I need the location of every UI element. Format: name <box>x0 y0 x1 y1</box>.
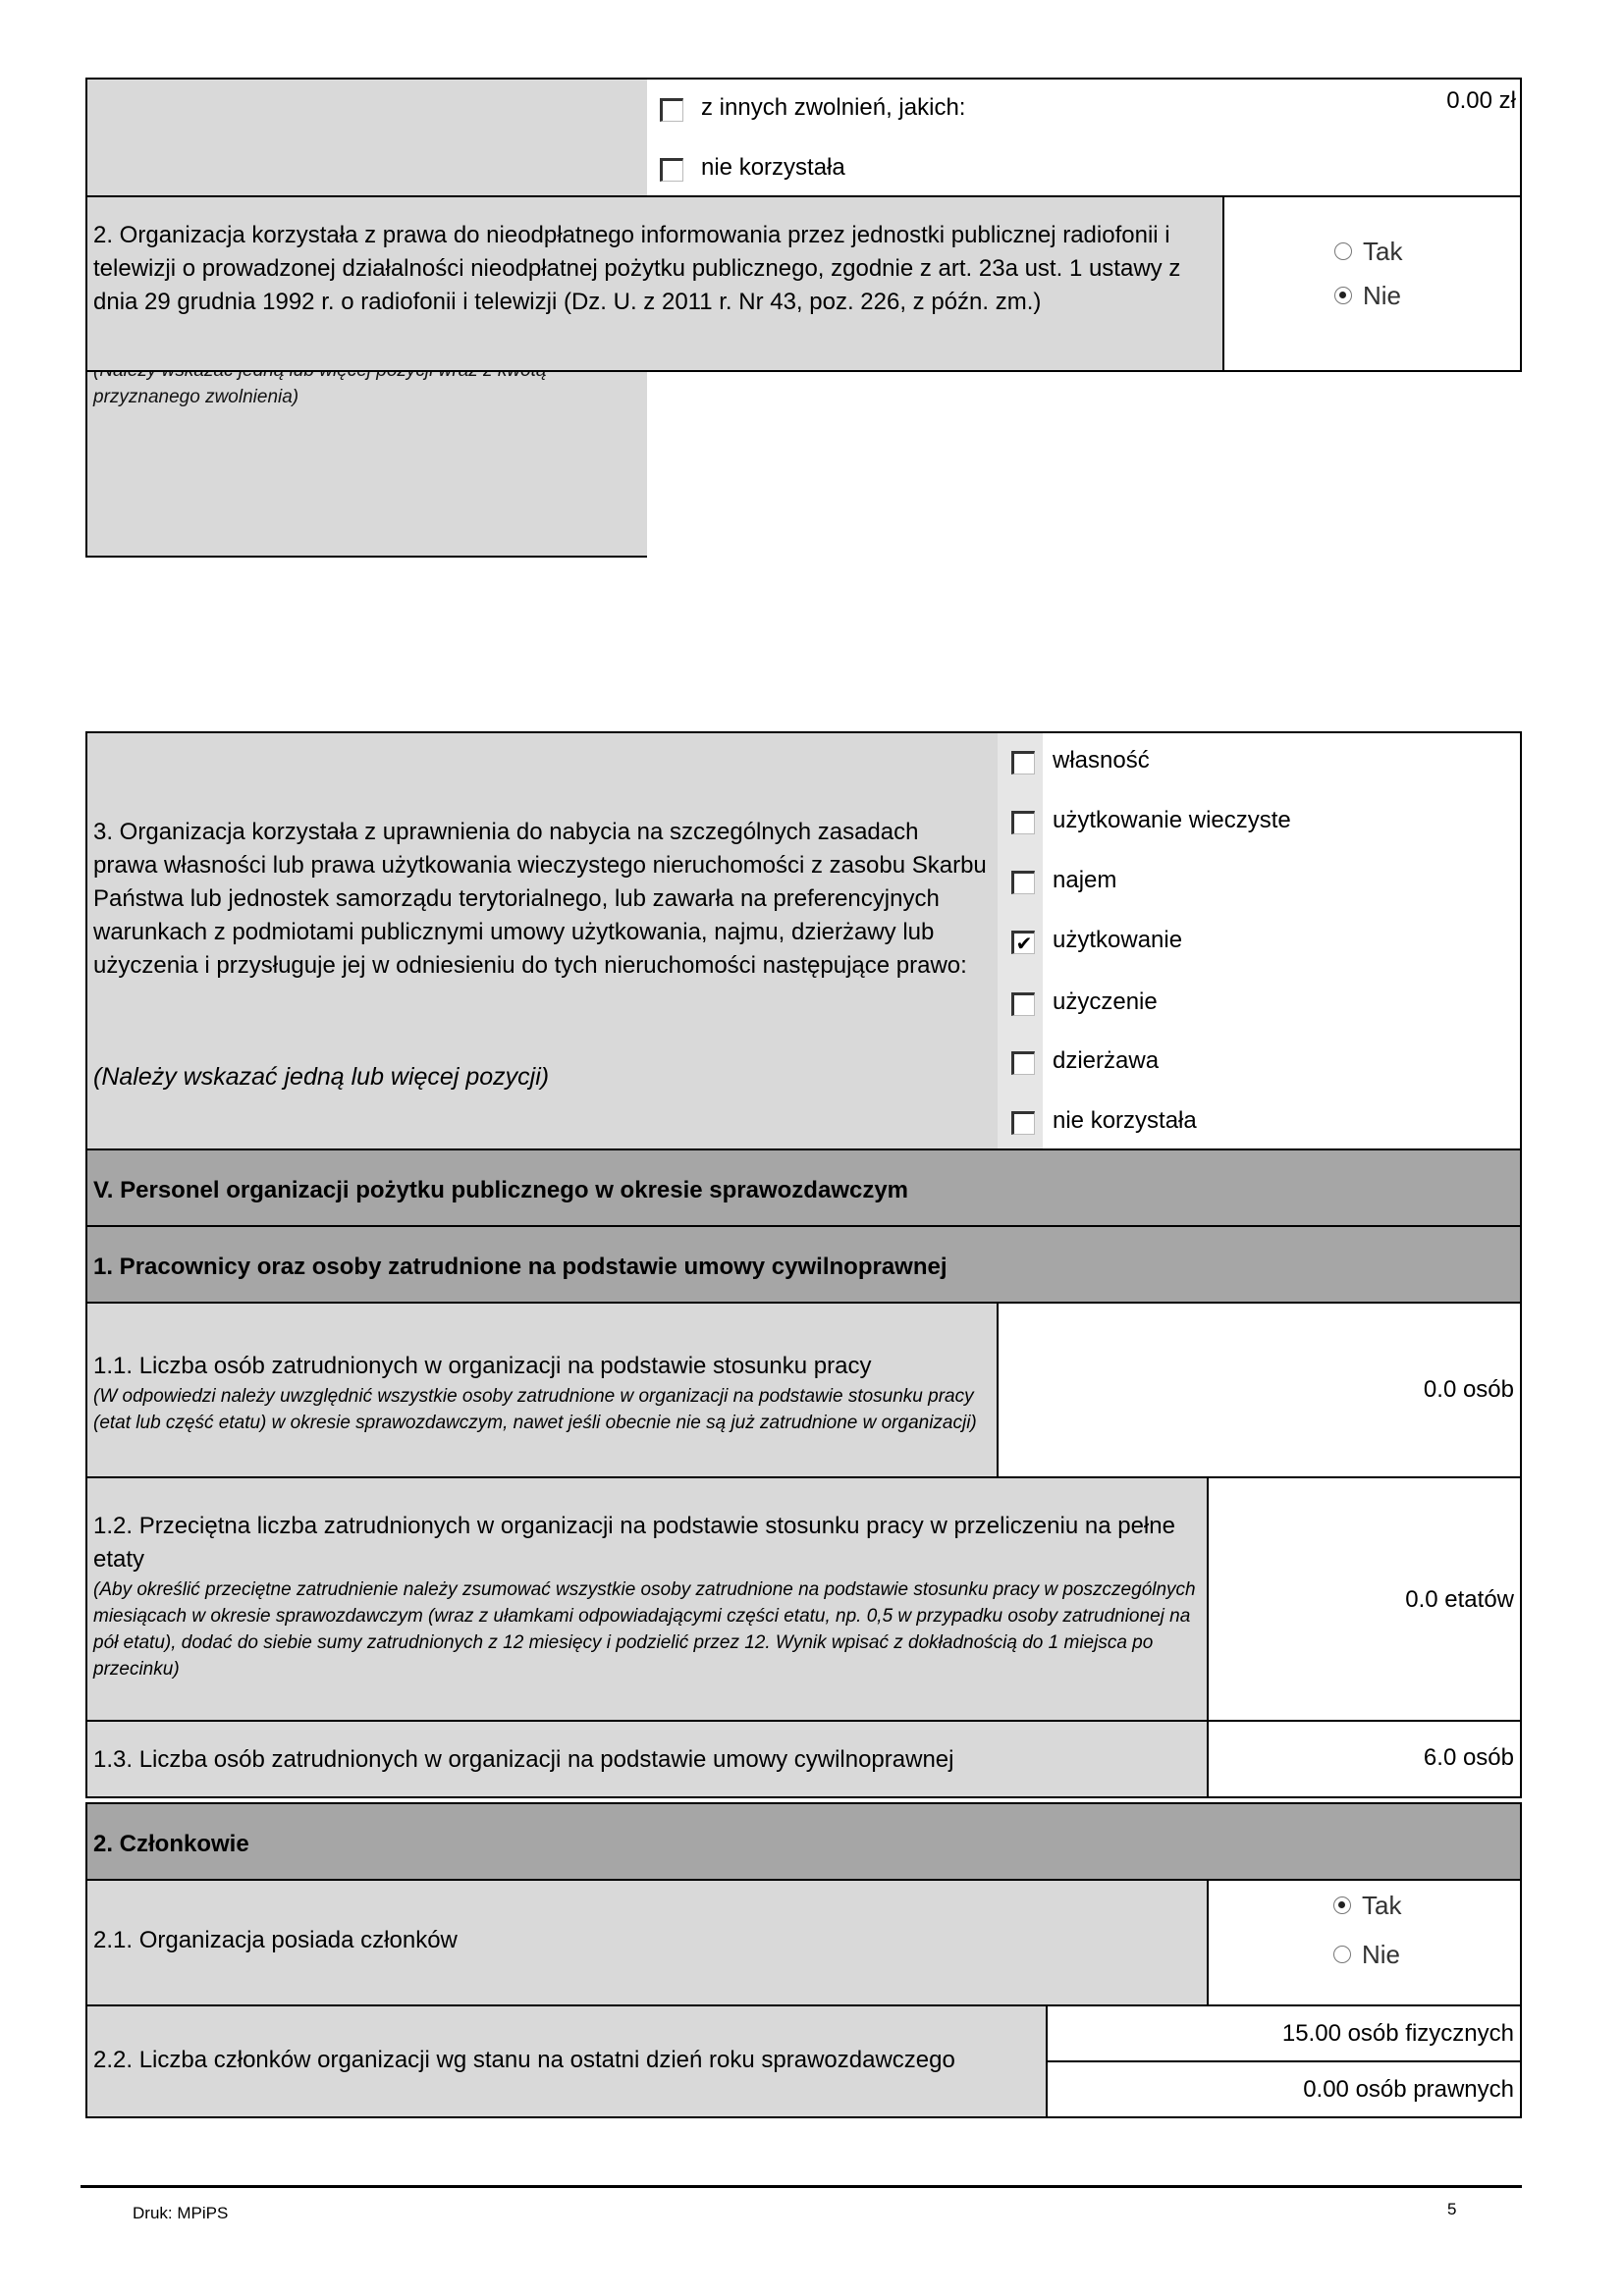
q11-hint: (W odpowiedzi należy uwzględnić wszystkie osoby zatrudnione w organizacji na podstawie stosunku pracy (etat lub część etatu) w okresie sprawozdawczym, nawet jeśli obecnie nie są już zatrudnione w organizacji) <box>93 1386 977 1433</box>
q2-radio-nie[interactable] <box>1334 287 1352 304</box>
q22-natural-cell <box>1046 2004 1522 2062</box>
q13-value: 6.0 osób <box>1423 1744 1514 1771</box>
q3-label-wlasnosc: własność <box>1053 747 1150 774</box>
q2-answer-cell <box>1222 195 1522 372</box>
q2-radio-tak[interactable] <box>1334 242 1352 260</box>
q3-text: 3. Organizacja korzystała z uprawnienia do nabycia na szczególnych zasadach prawa własności lub prawa użytkowania wieczystego nieruchomości z zasobu Skarbu Państwa lub jednostek samorządu terytorialnego, lub zawarła na preferencyjnych warunkach z podmiotami publicznymi umowy użytkowania, najmu, dzierżawy lub użyczenia i przysługuje jej w odniesieniu do tych nieruchomości następujące prawo: <box>93 819 987 979</box>
q3-hint: (Należy wskazać jedną lub więcej pozycji) <box>93 1063 550 1091</box>
q21-radio-tak[interactable] <box>1333 1896 1351 1914</box>
q22-natural-value: 15.00 osób fizycznych <box>1281 2020 1514 2047</box>
q3-label-nie-korzystala: nie korzystała <box>1053 1107 1197 1134</box>
q22-legal-cell <box>1046 2060 1522 2118</box>
q21-answer-cell <box>1207 1879 1522 2006</box>
q11-value-cell <box>997 1302 1522 1478</box>
q3-checkbox-dzierzawa[interactable] <box>1011 1051 1035 1075</box>
q11-label: 1.1. Liczba osób zatrudnionych w organizacji na podstawie stosunku pracy <box>93 1353 872 1379</box>
q11-label-cell <box>85 1302 999 1478</box>
q21-label-nie: Nie <box>1362 1940 1401 1969</box>
footer-rule <box>81 2185 1522 2188</box>
q12-label-cell <box>85 1476 1209 1722</box>
section-v-title: V. Personel organizacji pożytku publicznego w okresie sprawozdawczym <box>93 1177 909 1203</box>
q3-checkbox-uzytkowanie-wieczyste[interactable] <box>1011 811 1035 834</box>
q3-label-uzytkowanie-wieczyste: użytkowanie wieczyste <box>1053 807 1291 833</box>
q21-label-cell <box>85 1879 1209 2006</box>
q2-question-cell <box>85 195 1224 372</box>
subsection-1-title: 1. Pracownicy oraz osoby zatrudnione na podstawie umowy cywilnoprawnej <box>93 1254 947 1280</box>
q12-value: 0.0 etatów <box>1405 1586 1514 1613</box>
q3-label-uzyczenie: użyczenie <box>1053 988 1158 1015</box>
q3-label-dzierzawa: dzierżawa <box>1053 1047 1160 1074</box>
section-v-header <box>85 1148 1522 1227</box>
q21-label: 2.1. Organizacja posiada członków <box>93 1927 458 1953</box>
q3-checkbox-wlasnosc[interactable] <box>1011 751 1035 774</box>
exemption-hint: przyznanego zwolnienia) <box>93 387 299 407</box>
footer-print-label: Druk: MPiPS <box>133 2204 229 2222</box>
q12-hint: (Aby określić przeciętne zatrudnienie należy zsumować wszystkie osoby zatrudnione na podstawie stosunku pracy w poszczególnych miesiącach w okresie sprawozdawczym (wraz z ułamkami odpowiadającymi części etatu, np. 0,5 w przypadku osoby zatrudnionej na pół etatu), dodać do siebie sumy zatrudnionych z 12 miesięcy i podzielić przez 12. Wynik wpisać z dokładnością do 1 miejsca po przecinku) <box>93 1579 1196 1680</box>
exemption-right-rule <box>1520 78 1522 197</box>
subsection-2-title: 2. Członkowie <box>93 1831 249 1857</box>
exemption-none-label: nie korzystała <box>701 154 845 181</box>
exemption-none-checkbox[interactable] <box>660 158 683 182</box>
q3-checkbox-nie-korzystala[interactable] <box>1011 1111 1035 1135</box>
exemption-top-rule <box>647 78 1522 80</box>
q13-label: 1.3. Liczba osób zatrudnionych w organizacji na podstawie umowy cywilnoprawnej <box>93 1746 954 1773</box>
q3-label-uzytkowanie: użytkowanie <box>1053 927 1183 953</box>
q3-label-najem: najem <box>1053 867 1117 893</box>
q13-label-cell <box>85 1720 1209 1798</box>
page-number: 5 <box>1447 2200 1457 2218</box>
q2-label-tak: Tak <box>1363 237 1403 266</box>
exemption-other-checkbox[interactable] <box>660 98 683 122</box>
q21-radio-nie[interactable] <box>1333 1946 1351 1963</box>
q22-label: 2.2. Liczba członków organizacji wg stanu na ostatni dzień roku sprawozdawczego <box>93 2047 955 2073</box>
q2-text: 2. Organizacja korzystała z prawa do nieodpłatnego informowania przez jednostki publicznej radiofonii i telewizji o prowadzonej działalności nieodpłatnej pożytku publicznego, zgodnie z art. 23a ust. 1 ustawy z dnia 29 grudnia 1992 r. o radiofonii i telewizji (Dz. U. z 2011 r. Nr 43, poz. 226, z późn. zm.) <box>93 222 1181 315</box>
exemption-other-label: z innych zwolnień, jakich: <box>701 94 966 121</box>
exemption-amount: 0.00 zł <box>1446 87 1516 114</box>
q3-checkbox-uzyczenie[interactable] <box>1011 992 1035 1016</box>
q3-checkbox-najem[interactable] <box>1011 871 1035 894</box>
subsection-2-header <box>85 1802 1522 1881</box>
q13-value-cell <box>1207 1720 1522 1798</box>
q11-value: 0.0 osób <box>1423 1376 1514 1403</box>
subsection-1-header <box>85 1225 1522 1304</box>
q12-label: 1.2. Przeciętna liczba zatrudnionych w organizacji na podstawie stosunku pracy w przeliczeniu na pełne etaty <box>93 1513 1175 1573</box>
q3-question-cell <box>85 731 998 1150</box>
q3-checkbox-uzytkowanie[interactable]: ✔ <box>1011 931 1035 954</box>
q22-label-cell <box>85 2004 1048 2118</box>
q22-legal-value: 0.00 osób prawnych <box>1303 2076 1514 2103</box>
q21-label-tak: Tak <box>1362 1891 1402 1920</box>
q2-label-nie: Nie <box>1363 281 1402 310</box>
q12-value-cell <box>1207 1476 1522 1722</box>
